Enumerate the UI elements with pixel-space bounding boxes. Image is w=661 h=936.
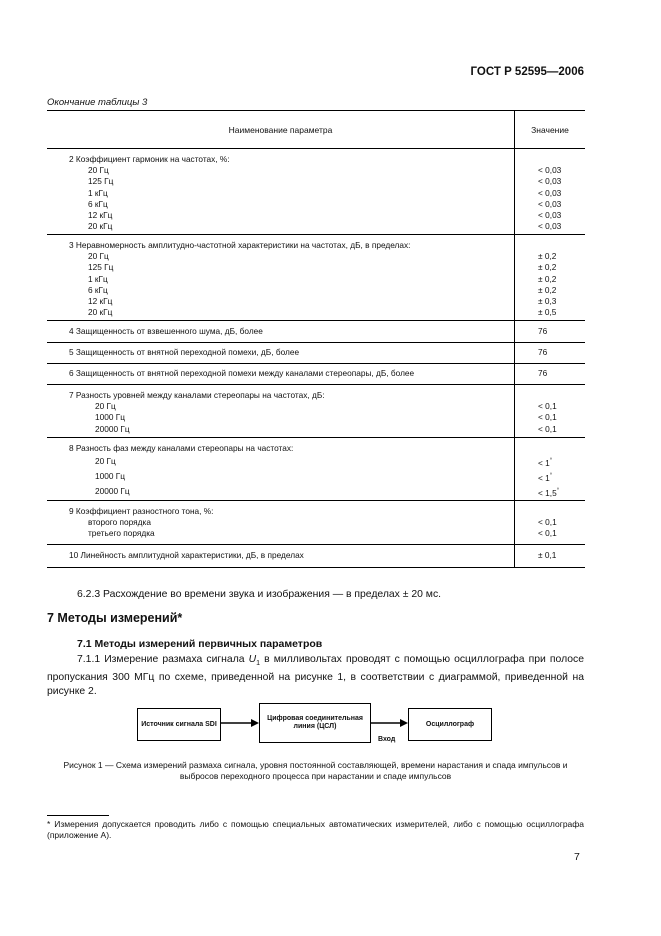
frequency-label: 12 кГц [88,209,113,220]
frequency-label: 20 Гц [95,401,116,412]
frequency-label: 1000 Гц [95,412,126,423]
value-text: ± 0,5 [538,307,557,318]
value-text: < 1,5 [538,488,557,499]
value-text: < 0,03 [538,165,562,176]
frequency-label: 125 Гц [88,176,114,187]
symbol-u-subscript: 1 [256,660,261,668]
degree-symbol: ° [549,458,553,465]
parameter-title: 7 Разность уровней между каналами стереопары на частотах, дБ: [69,390,325,400]
frequency-label: 6 кГц [88,284,108,295]
value-text: ± 0,2 [538,273,557,284]
frequency-label: 1 кГц [88,273,108,284]
frequency-label: 12 кГц [88,295,113,306]
value-text: ± 0,2 [538,251,557,262]
figure-1-caption: Рисунок 1 — Схема измерений размаха сигнала, уровня постоянной составляющей, времени нарастания и спада импульсов и выбросов переходного процесса при нарастании и спаде импульсов [63,760,568,781]
parameter-title: 6 Защищенность от внятной переходной помехи между каналами стереопары, дБ, более [69,368,415,378]
frequency-label: 20 кГц [88,307,113,318]
parameter-title: 5 Защищенность от внятной переходной помехи, дБ, более [69,347,300,357]
frequency-label: 20 Гц [95,456,116,467]
oscilloscope-label: Осциллограф [425,720,475,728]
parameter-value: 76 [538,326,548,336]
frequency-label: 1000 Гц [95,471,126,482]
parameter-title: 2 Коэффициент гармоник на частотах, %: [69,154,230,164]
frequency-label: 1 кГц [88,187,108,198]
value-text: < 0,1 [538,401,557,412]
value-text: < 0,1 [538,412,557,423]
parameter-value: ± 0,1 [538,550,557,560]
value-text: < 0,03 [538,221,562,232]
signal-source-label: Источник сигнала SDI [141,720,217,728]
arrow-head-2 [400,719,408,727]
table-continuation-label: Окончание таблицы 3 [47,97,148,108]
parameter-value: 76 [538,347,548,357]
value-text: ± 0,2 [538,284,557,295]
section-7-1-heading: 7.1 Методы измерений первичных параметров [77,638,323,650]
footnote-separator [47,815,109,816]
parameter-title: 8 Разность фаз между каналами стереопары на частотах: [69,443,294,453]
section-7-heading: 7 Методы измерений* [47,611,183,625]
frequency-label: 125 Гц [88,262,114,273]
page-number: 7 [574,851,580,863]
degree-symbol: ° [556,488,560,495]
column-header-value: Значение [531,124,569,135]
frequency-label: третьего порядка [88,528,155,539]
parameter-value: 76 [538,368,548,378]
arrow-head-1 [251,719,259,727]
value-text: < 0,03 [538,209,562,220]
value-text: < 0,03 [538,187,562,198]
parameter-title: 10 Линейность амплитудной характеристики, дБ, в пределах [69,550,304,560]
value-text: < 0,03 [538,176,562,187]
symbol-u: U [248,654,257,665]
frequency-label: второго порядка [88,517,151,528]
value-text: < 0,03 [538,198,562,209]
frequency-label: 20 кГц [88,221,113,232]
value-text: < 0,1 [538,528,557,539]
footnote: * Измерения допускается проводить либо с помощью специальных автоматических измерителей, либо с помощью осциллографа (приложение А). [47,819,584,840]
value-text: < 1 [538,473,550,484]
document-code: ГОСТ Р 52595—2006 [470,66,584,78]
parameter-title: 4 Защищенность от взвешенного шума, дБ, более [69,326,263,336]
paragraph-6-2-3: 6.2.3 Расхождение во времени звука и изображения — в пределах ± 20 мс. [77,589,442,600]
value-text: < 0,1 [538,517,557,528]
value-text: ± 0,3 [538,295,557,306]
parameter-title: 3 Неравномерность амплитудно-частотной характеристики на частотах, дБ, в пределах: [69,240,411,250]
parameter-title: 9 Коэффициент разностного тона, %: [69,506,214,516]
degree-symbol: ° [549,473,553,480]
paragraph-7-1-1-text: в милливольтах проводят с помощью осциллографа при полосе пропускания 300 МГц по схеме, приведенной на рисунке 1, в соответствии с диаграммой, приведенной на рисунке 2. [47,654,585,698]
frequency-label: 20000 Гц [95,423,130,434]
value-text: < 1 [538,458,550,469]
digital-line-label: Цифровая соединительная линия (ЦСЛ) [267,715,363,730]
input-label: Вход [378,736,396,743]
frequency-label: 20 Гц [88,165,109,176]
frequency-label: 20 Гц [88,251,109,262]
column-header-parameter: Наименование параметра [47,111,515,148]
value-text: ± 0,2 [538,262,557,273]
frequency-label: 20000 Гц [95,486,130,497]
frequency-label: 6 кГц [88,198,108,209]
paragraph-7-1-1-prefix: 7.1.1 Измерение размаха сигнала [77,654,249,665]
value-text: < 0,1 [538,423,557,434]
